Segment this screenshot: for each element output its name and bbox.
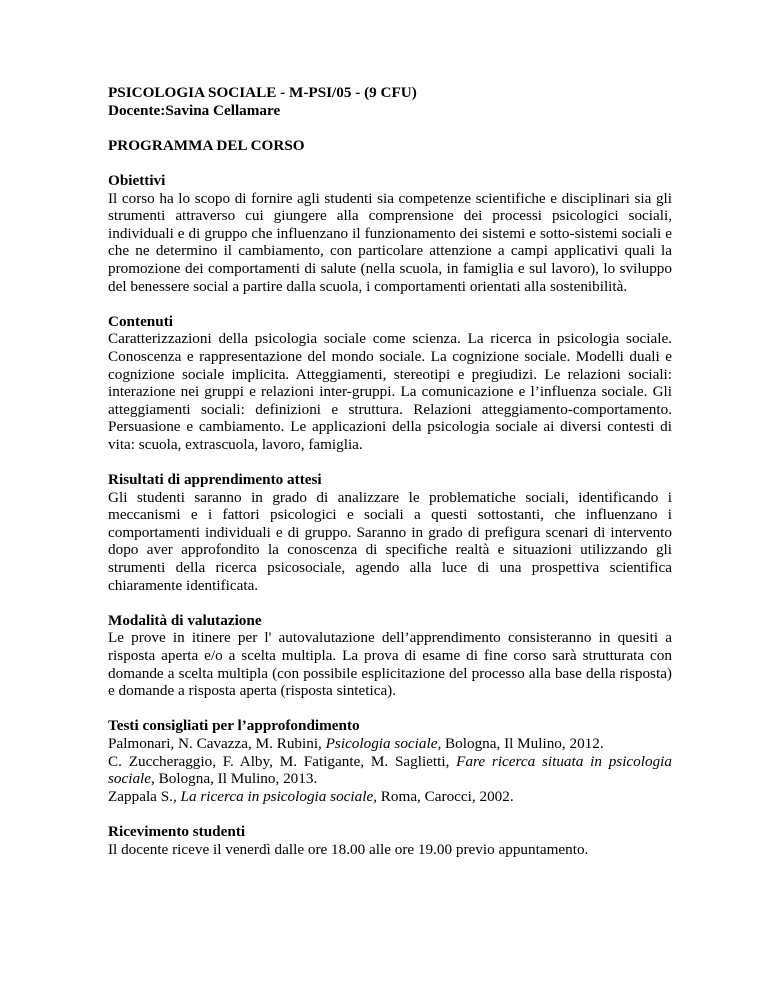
- reference-title: Psicologia sociale: [325, 734, 438, 752]
- reference-item: [108, 735, 672, 753]
- section-body-ricevimento: Il docente riceve il venerdì dalle ore 18.00 alle ore 19.00 previo appuntamento.: [108, 840, 589, 858]
- program-heading: PROGRAMMA DEL CORSO: [108, 136, 305, 154]
- reference-publisher: , Bologna, Il Mulino, 2012.: [437, 734, 604, 752]
- reference-list: [108, 735, 672, 805]
- reference-item: [108, 753, 672, 788]
- section-body-risultati: Gli studenti saranno in grado di analizzare le problematiche sociali, identificando i meccanismi e i fattori psicologici e sociali a questi sottostanti, che influenzano i comportamenti individuali e di gruppo. Saranno in grado di prefigura scenari di intervento dopo aver approfondito la conoscenza di specifiche realtà e situazioni utilizzando gli strumenti della ricerca psicosociale, agendo alla luce di una prospettiva scientifica chiaramente identificata.: [108, 488, 672, 594]
- reference-authors: Zappala S.,: [108, 787, 181, 805]
- section-heading-ricevimento: Ricevimento studenti: [108, 822, 246, 840]
- section-body-valutazione: Le prove in itinere per l' autovalutazione dell’apprendimento consisteranno in quesiti a risposta aperta e/o a scelta multipla. La prova di esame di fine corso sarà strutturata con domande a scelta multipla (con possibile esplicitazione del processo alla base della risposta) e domande a risposta aperta (risposta sintetica).: [108, 629, 672, 700]
- reference-title: La ricerca in psicologia sociale: [180, 787, 374, 805]
- section-heading-obiettivi: Obiettivi: [108, 171, 166, 189]
- section-heading-valutazione: Modalità di valutazione: [108, 611, 262, 629]
- reference-publisher: , Bologna, Il Mulino, 2013.: [151, 770, 318, 788]
- course-title: PSICOLOGIA SOCIALE - M-PSI/05 - (9 CFU): [108, 84, 417, 101]
- reference-publisher: , Roma, Carocci, 2002.: [373, 787, 514, 805]
- section-body-contenuti: Caratterizzazioni della psicologia sociale come scienza. La ricerca in psicologia sociale. Conoscenza e rappresentazione del mondo sociale. La cognizione sociale. Modelli duali e cognizione sociale implicita. Atteggiamenti, stereotipi e pregiudizi. Le relazioni sociali: interazione nei gruppi e relazioni inter-gruppi. La comunicazione e l’influenza sociale. Gli atteggiamenti sociali: definizioni e struttura. Relazioni atteggiamento-comportamento. Persuasione e cambiamento. Le applicazioni della psicologia sociale ai diversi contesti di vita: scuola, extrascuola, lavoro, famiglia.: [108, 330, 672, 453]
- section-heading-contenuti: Contenuti: [108, 312, 173, 330]
- reference-authors: C. Zuccheraggio, F. Alby, M. Fatigante, M. Saglietti,: [108, 752, 457, 770]
- reference-item: [108, 788, 672, 806]
- section-body-obiettivi: Il corso ha lo scopo di fornire agli studenti sia competenze scientifiche e disciplinari sia gli strumenti attraverso cui giungere alla comprensione dei processi psicologici sociali, individuali e di gruppo che influenzano il funzionamento dei sistemi e sotto-sistemi sociali e che ne determino il cambiamento, con particolare attenzione a campi applicativi quali la promozione dei comportamenti di salute (nella scuola, in famiglia e sul lavoro), lo sviluppo del benessere social a partire dalla scuola, i comportamenti orientati alla sostenibilità.: [108, 189, 672, 295]
- teacher-name: Docente:Savina Cellamare: [108, 101, 281, 119]
- section-heading-risultati: Risultati di apprendimento attesi: [108, 471, 322, 489]
- reference-authors: Palmonari, N. Cavazza, M. Rubini,: [108, 734, 326, 752]
- section-heading-testi: Testi consigliati per l’approfondimento: [108, 717, 360, 735]
- reference-title: Fare ricerca situata in psicologia sociale: [108, 752, 672, 788]
- document-page: [108, 84, 672, 858]
